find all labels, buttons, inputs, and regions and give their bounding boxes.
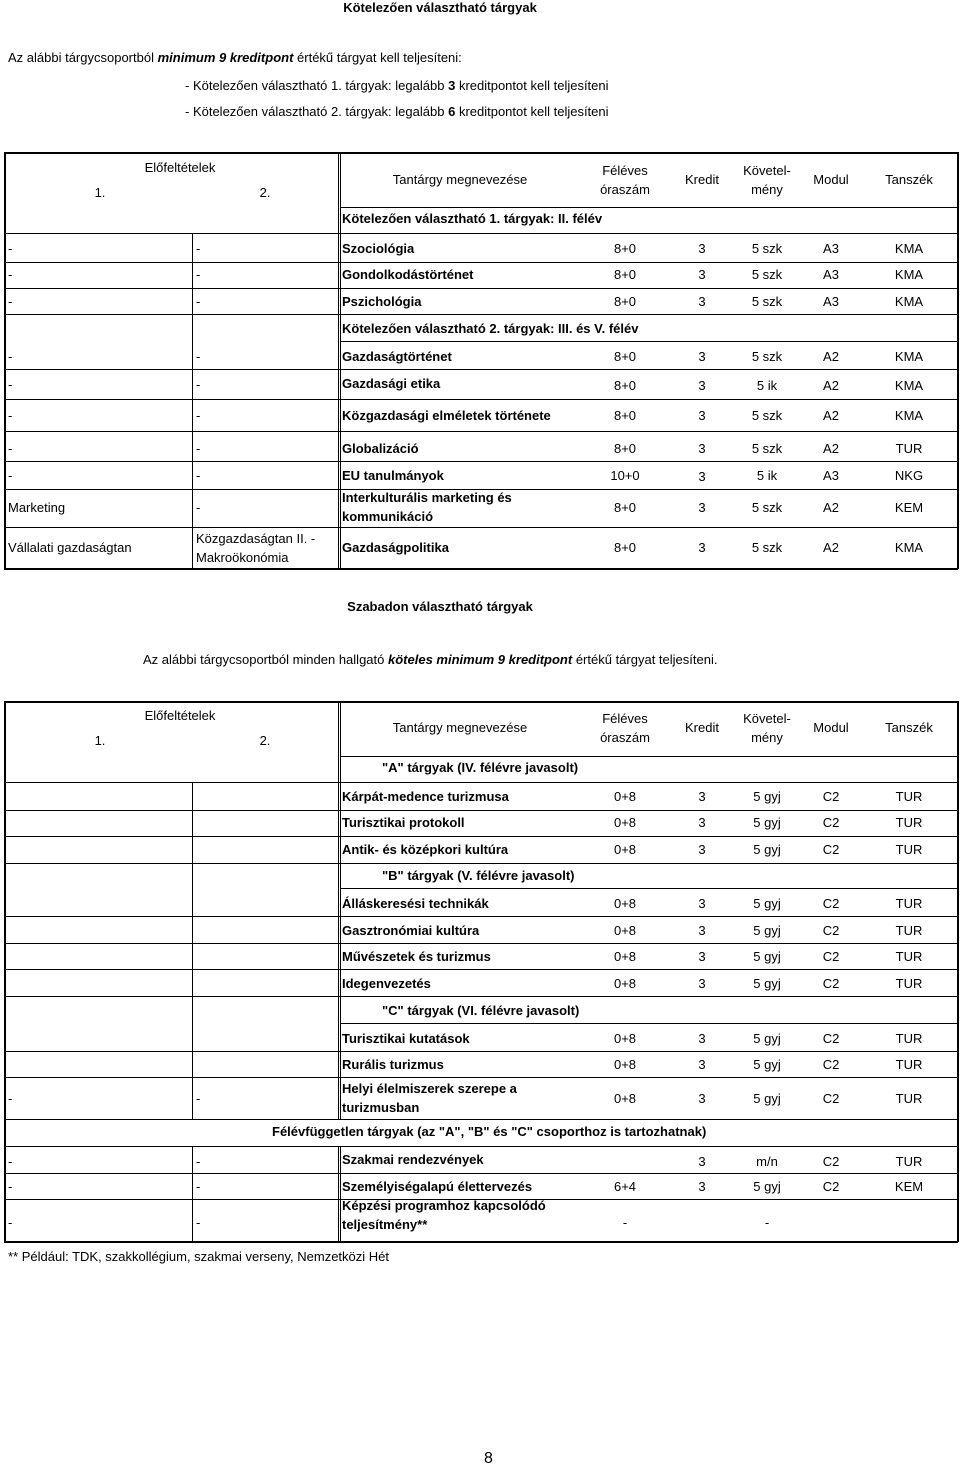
hours: 0+8 bbox=[613, 949, 637, 964]
credit: 3 bbox=[698, 469, 706, 484]
header-prereq-2: 2. bbox=[259, 185, 271, 200]
requirement: 5 gyj bbox=[753, 1091, 781, 1106]
department: TUR bbox=[895, 441, 923, 456]
hours: 8+0 bbox=[613, 378, 637, 393]
module: C2 bbox=[822, 789, 840, 804]
department: TUR bbox=[895, 976, 923, 991]
requirement: 5 gyj bbox=[753, 923, 781, 938]
department: KEM bbox=[894, 500, 924, 515]
requirement: 5 ik bbox=[756, 378, 778, 393]
requirement: 5 szk bbox=[751, 500, 783, 515]
requirement: m/n bbox=[756, 1154, 778, 1169]
hours: 8+0 bbox=[613, 241, 637, 256]
module: A2 bbox=[823, 349, 839, 364]
section2-title: Szabadon választható tárgyak bbox=[347, 599, 533, 614]
module: A3 bbox=[823, 468, 839, 483]
hours: 0+8 bbox=[613, 896, 637, 911]
prereq2: - bbox=[196, 1179, 201, 1194]
module: A2 bbox=[823, 408, 839, 423]
department: TUR bbox=[895, 815, 923, 830]
requirement: 5 szk bbox=[751, 349, 783, 364]
subject-name: EU tanulmányok bbox=[342, 468, 444, 483]
header-prereq-2: 2. bbox=[259, 733, 271, 748]
header-requirement: Követel- mény bbox=[743, 711, 791, 745]
module: A2 bbox=[823, 500, 839, 515]
prereq2-line2: Makroökonómia bbox=[196, 550, 289, 565]
page-number: 8 bbox=[484, 1450, 493, 1467]
header-credit: Kredit bbox=[685, 172, 719, 187]
prereq1: - bbox=[8, 349, 13, 364]
header-hours: Féléves óraszám bbox=[600, 711, 650, 745]
hours: 8+0 bbox=[613, 500, 637, 515]
hours: 6+4 bbox=[613, 1179, 637, 1194]
department: KMA bbox=[894, 378, 924, 393]
requirement: 5 ik bbox=[756, 468, 778, 483]
header-module: Modul bbox=[813, 172, 849, 187]
department: KEM bbox=[894, 1179, 924, 1194]
requirement: 5 gyj bbox=[753, 949, 781, 964]
prereq1: - bbox=[8, 1154, 13, 1169]
department: TUR bbox=[895, 1091, 923, 1106]
hours: 0+8 bbox=[613, 1057, 637, 1072]
module: C2 bbox=[822, 1179, 840, 1194]
header-hours: Féléves óraszám bbox=[600, 163, 650, 197]
credit: 3 bbox=[698, 241, 706, 256]
header-credit: Kredit bbox=[685, 720, 719, 735]
header-module: Modul bbox=[813, 720, 849, 735]
requirement: 5 szk bbox=[751, 294, 783, 309]
subject-name: Gasztronómiai kultúra bbox=[342, 923, 480, 938]
requirement: 5 gyj bbox=[753, 1031, 781, 1046]
table2-groupD-title: Félévfüggetlen tárgyak (az "A", "B" és "C" csoporthoz is tartozhatnak) bbox=[272, 1124, 707, 1139]
credit: 3 bbox=[698, 378, 706, 393]
module: C2 bbox=[822, 949, 840, 964]
credit: 3 bbox=[698, 1057, 706, 1072]
requirement: 5 gyj bbox=[753, 1179, 781, 1194]
department: TUR bbox=[895, 1031, 923, 1046]
credit: 3 bbox=[698, 923, 706, 938]
subject-name: Szakmai rendezvények bbox=[342, 1152, 484, 1167]
hours: - bbox=[622, 1215, 628, 1230]
subject-name: Szociológia bbox=[342, 241, 415, 256]
subject-name: Turisztikai kutatások bbox=[342, 1031, 470, 1046]
table1-group1-title: Kötelezően választható 1. tárgyak: II. félév bbox=[342, 211, 603, 226]
hours: 0+8 bbox=[613, 842, 637, 857]
department: TUR bbox=[895, 949, 923, 964]
hours: 8+0 bbox=[613, 267, 637, 282]
prereq1: - bbox=[8, 441, 13, 456]
prereq2: - bbox=[196, 241, 201, 256]
credit: 3 bbox=[698, 815, 706, 830]
prereq1: - bbox=[8, 1091, 13, 1106]
module: C2 bbox=[822, 976, 840, 991]
department: KMA bbox=[894, 294, 924, 309]
table2-groupA-title: "A" tárgyak (IV. félévre javasolt) bbox=[382, 760, 579, 775]
department: NKG bbox=[894, 468, 924, 483]
module: C2 bbox=[822, 842, 840, 857]
module: A3 bbox=[823, 267, 839, 282]
module: A2 bbox=[823, 441, 839, 456]
hours: 8+0 bbox=[613, 294, 637, 309]
department: TUR bbox=[895, 896, 923, 911]
module: C2 bbox=[822, 1091, 840, 1106]
credit: 3 bbox=[698, 949, 706, 964]
credit: 3 bbox=[698, 789, 706, 804]
subject-name: Közgazdasági elméletek története bbox=[342, 408, 551, 423]
prereq2: - bbox=[196, 349, 201, 364]
department: KMA bbox=[894, 408, 924, 423]
prereq2: - bbox=[196, 1091, 201, 1106]
section2-intro: Az alábbi tárgycsoportból minden hallgató köteles minimum 9 kreditpont értékű tárgyat teljesíteni. bbox=[143, 652, 718, 667]
subject-name: Helyi élelmiszerek szerepe a bbox=[342, 1081, 517, 1096]
hours: 8+0 bbox=[613, 540, 637, 555]
requirement: 5 gyj bbox=[753, 815, 781, 830]
prereq2: - bbox=[196, 294, 201, 309]
department: KMA bbox=[894, 267, 924, 282]
subject-name: Gazdasági etika bbox=[342, 376, 441, 391]
department: TUR bbox=[895, 1057, 923, 1072]
prereq1: - bbox=[8, 1215, 13, 1230]
prereq1: Marketing bbox=[8, 500, 66, 515]
prereq2: Közgazdaságtan II. - bbox=[196, 531, 316, 546]
subject-name: Gazdaságtörténet bbox=[342, 349, 452, 364]
department: TUR bbox=[895, 923, 923, 938]
table1-group2-title: Kötelezően választható 2. tárgyak: III. és V. félév bbox=[342, 321, 639, 336]
department: KMA bbox=[894, 540, 924, 555]
module: C2 bbox=[822, 1154, 840, 1169]
subject-name: Képzési programhoz kapcsolódó bbox=[342, 1198, 546, 1213]
table2-groupB-title: "B" tárgyak (V. félévre javasolt) bbox=[382, 868, 575, 883]
prereq1: - bbox=[8, 241, 13, 256]
subject-name-line2: kommunikáció bbox=[342, 509, 434, 524]
credit: 3 bbox=[698, 349, 706, 364]
subject-name: Álláskeresési technikák bbox=[342, 896, 489, 911]
prereq1: Vállalati gazdaságtan bbox=[8, 540, 132, 555]
hours: 0+8 bbox=[613, 923, 637, 938]
module: C2 bbox=[822, 923, 840, 938]
hours: 0+8 bbox=[613, 1031, 637, 1046]
department: TUR bbox=[895, 842, 923, 857]
credit: 3 bbox=[698, 896, 706, 911]
prereq2: - bbox=[196, 1215, 201, 1230]
credit: 3 bbox=[698, 267, 706, 282]
header-prereq: Előfeltételek bbox=[144, 708, 216, 723]
requirement: 5 szk bbox=[751, 241, 783, 256]
subject-name: Interkulturális marketing és bbox=[342, 490, 512, 505]
department: TUR bbox=[895, 789, 923, 804]
prereq1: - bbox=[8, 294, 13, 309]
prereq2: - bbox=[196, 468, 201, 483]
table2-groupC-title: "C" tárgyak (VI. félévre javasolt) bbox=[382, 1003, 580, 1018]
department: KMA bbox=[894, 241, 924, 256]
requirement: 5 szk bbox=[751, 408, 783, 423]
section1-rule1: - Kötelezően választható 1. tárgyak: legalább 3 kreditpontot kell teljesíteni bbox=[185, 78, 609, 93]
section1-intro: Az alábbi tárgycsoportból minimum 9 kreditpont értékű tárgyat kell teljesíteni: bbox=[8, 50, 462, 65]
credit: 3 bbox=[698, 1154, 706, 1169]
header-prereq-1: 1. bbox=[94, 185, 106, 200]
requirement: 5 gyj bbox=[753, 842, 781, 857]
hours: 0+8 bbox=[613, 1091, 637, 1106]
header-department: Tanszék bbox=[885, 172, 933, 187]
credit: 3 bbox=[698, 408, 706, 423]
module: A2 bbox=[823, 378, 839, 393]
subject-name: Kárpát-medence turizmusa bbox=[342, 789, 509, 804]
module: C2 bbox=[822, 896, 840, 911]
requirement: 5 gyj bbox=[753, 896, 781, 911]
subject-name-line2: turizmusban bbox=[342, 1100, 420, 1115]
subject-name: Pszichológia bbox=[342, 294, 422, 309]
subject-name: Globalizáció bbox=[342, 441, 419, 456]
subject-name: Gazdaságpolitika bbox=[342, 540, 449, 555]
credit: 3 bbox=[698, 540, 706, 555]
subject-name: Turisztikai protokoll bbox=[342, 815, 465, 830]
header-requirement: Követel- mény bbox=[743, 163, 791, 197]
prereq1: - bbox=[8, 267, 13, 282]
header-prereq-1: 1. bbox=[94, 733, 106, 748]
hours: 10+0 bbox=[610, 468, 640, 483]
requirement: - bbox=[764, 1215, 770, 1230]
credit: 3 bbox=[698, 976, 706, 991]
prereq2: - bbox=[196, 377, 201, 392]
credit: 3 bbox=[698, 842, 706, 857]
module: C2 bbox=[822, 815, 840, 830]
subject-name: Gondolkodástörténet bbox=[342, 267, 474, 282]
header-subject-name: Tantárgy megnevezése bbox=[392, 172, 528, 187]
prereq2: - bbox=[196, 1154, 201, 1169]
prereq2: - bbox=[196, 408, 201, 423]
prereq2: - bbox=[196, 267, 201, 282]
department: TUR bbox=[895, 1154, 923, 1169]
hours: 0+8 bbox=[613, 789, 637, 804]
requirement: 5 szk bbox=[751, 441, 783, 456]
hours: 8+0 bbox=[613, 408, 637, 423]
subject-name: Antik- és középkori kultúra bbox=[342, 842, 509, 857]
prereq1: - bbox=[8, 377, 13, 392]
header-department: Tanszék bbox=[885, 720, 933, 735]
department: KMA bbox=[894, 349, 924, 364]
prereq1: - bbox=[8, 468, 13, 483]
header-subject-name: Tantárgy megnevezése bbox=[392, 720, 528, 735]
credit: 3 bbox=[698, 441, 706, 456]
credit: 3 bbox=[698, 1179, 706, 1194]
requirement: 5 gyj bbox=[753, 789, 781, 804]
credit: 3 bbox=[698, 294, 706, 309]
credit: 3 bbox=[698, 500, 706, 515]
module: A2 bbox=[823, 540, 839, 555]
module: A3 bbox=[823, 241, 839, 256]
subject-name: Idegenvezetés bbox=[342, 976, 431, 991]
subject-name-line2: teljesítmény** bbox=[342, 1217, 428, 1232]
hours: 0+8 bbox=[613, 815, 637, 830]
credit: 3 bbox=[698, 1091, 706, 1106]
subject-name: Művészetek és turizmus bbox=[342, 949, 491, 964]
module: A3 bbox=[823, 294, 839, 309]
prereq2: - bbox=[196, 500, 201, 515]
requirement: 5 gyj bbox=[753, 1057, 781, 1072]
module: C2 bbox=[822, 1057, 840, 1072]
prereq1: - bbox=[8, 1179, 13, 1194]
subject-name: Személyiségalapú élettervezés bbox=[342, 1179, 533, 1194]
credit: 3 bbox=[698, 1031, 706, 1046]
section1-rule2: - Kötelezően választható 2. tárgyak: legalább 6 kreditpontot kell teljesíteni bbox=[185, 104, 609, 119]
requirement: 5 szk bbox=[751, 540, 783, 555]
footnote: ** Például: TDK, szakkollégium, szakmai verseny, Nemzetközi Hét bbox=[8, 1249, 389, 1264]
requirement: 5 szk bbox=[751, 267, 783, 282]
hours: 8+0 bbox=[613, 349, 637, 364]
requirement: 5 gyj bbox=[753, 976, 781, 991]
section1-title: Kötelezően választható tárgyak bbox=[343, 0, 537, 15]
module: C2 bbox=[822, 1031, 840, 1046]
hours: 8+0 bbox=[613, 441, 637, 456]
hours: 0+8 bbox=[613, 976, 637, 991]
header-prereq: Előfeltételek bbox=[144, 160, 216, 175]
prereq1: - bbox=[8, 408, 13, 423]
prereq2: - bbox=[196, 441, 201, 456]
subject-name: Rurális turizmus bbox=[342, 1057, 444, 1072]
